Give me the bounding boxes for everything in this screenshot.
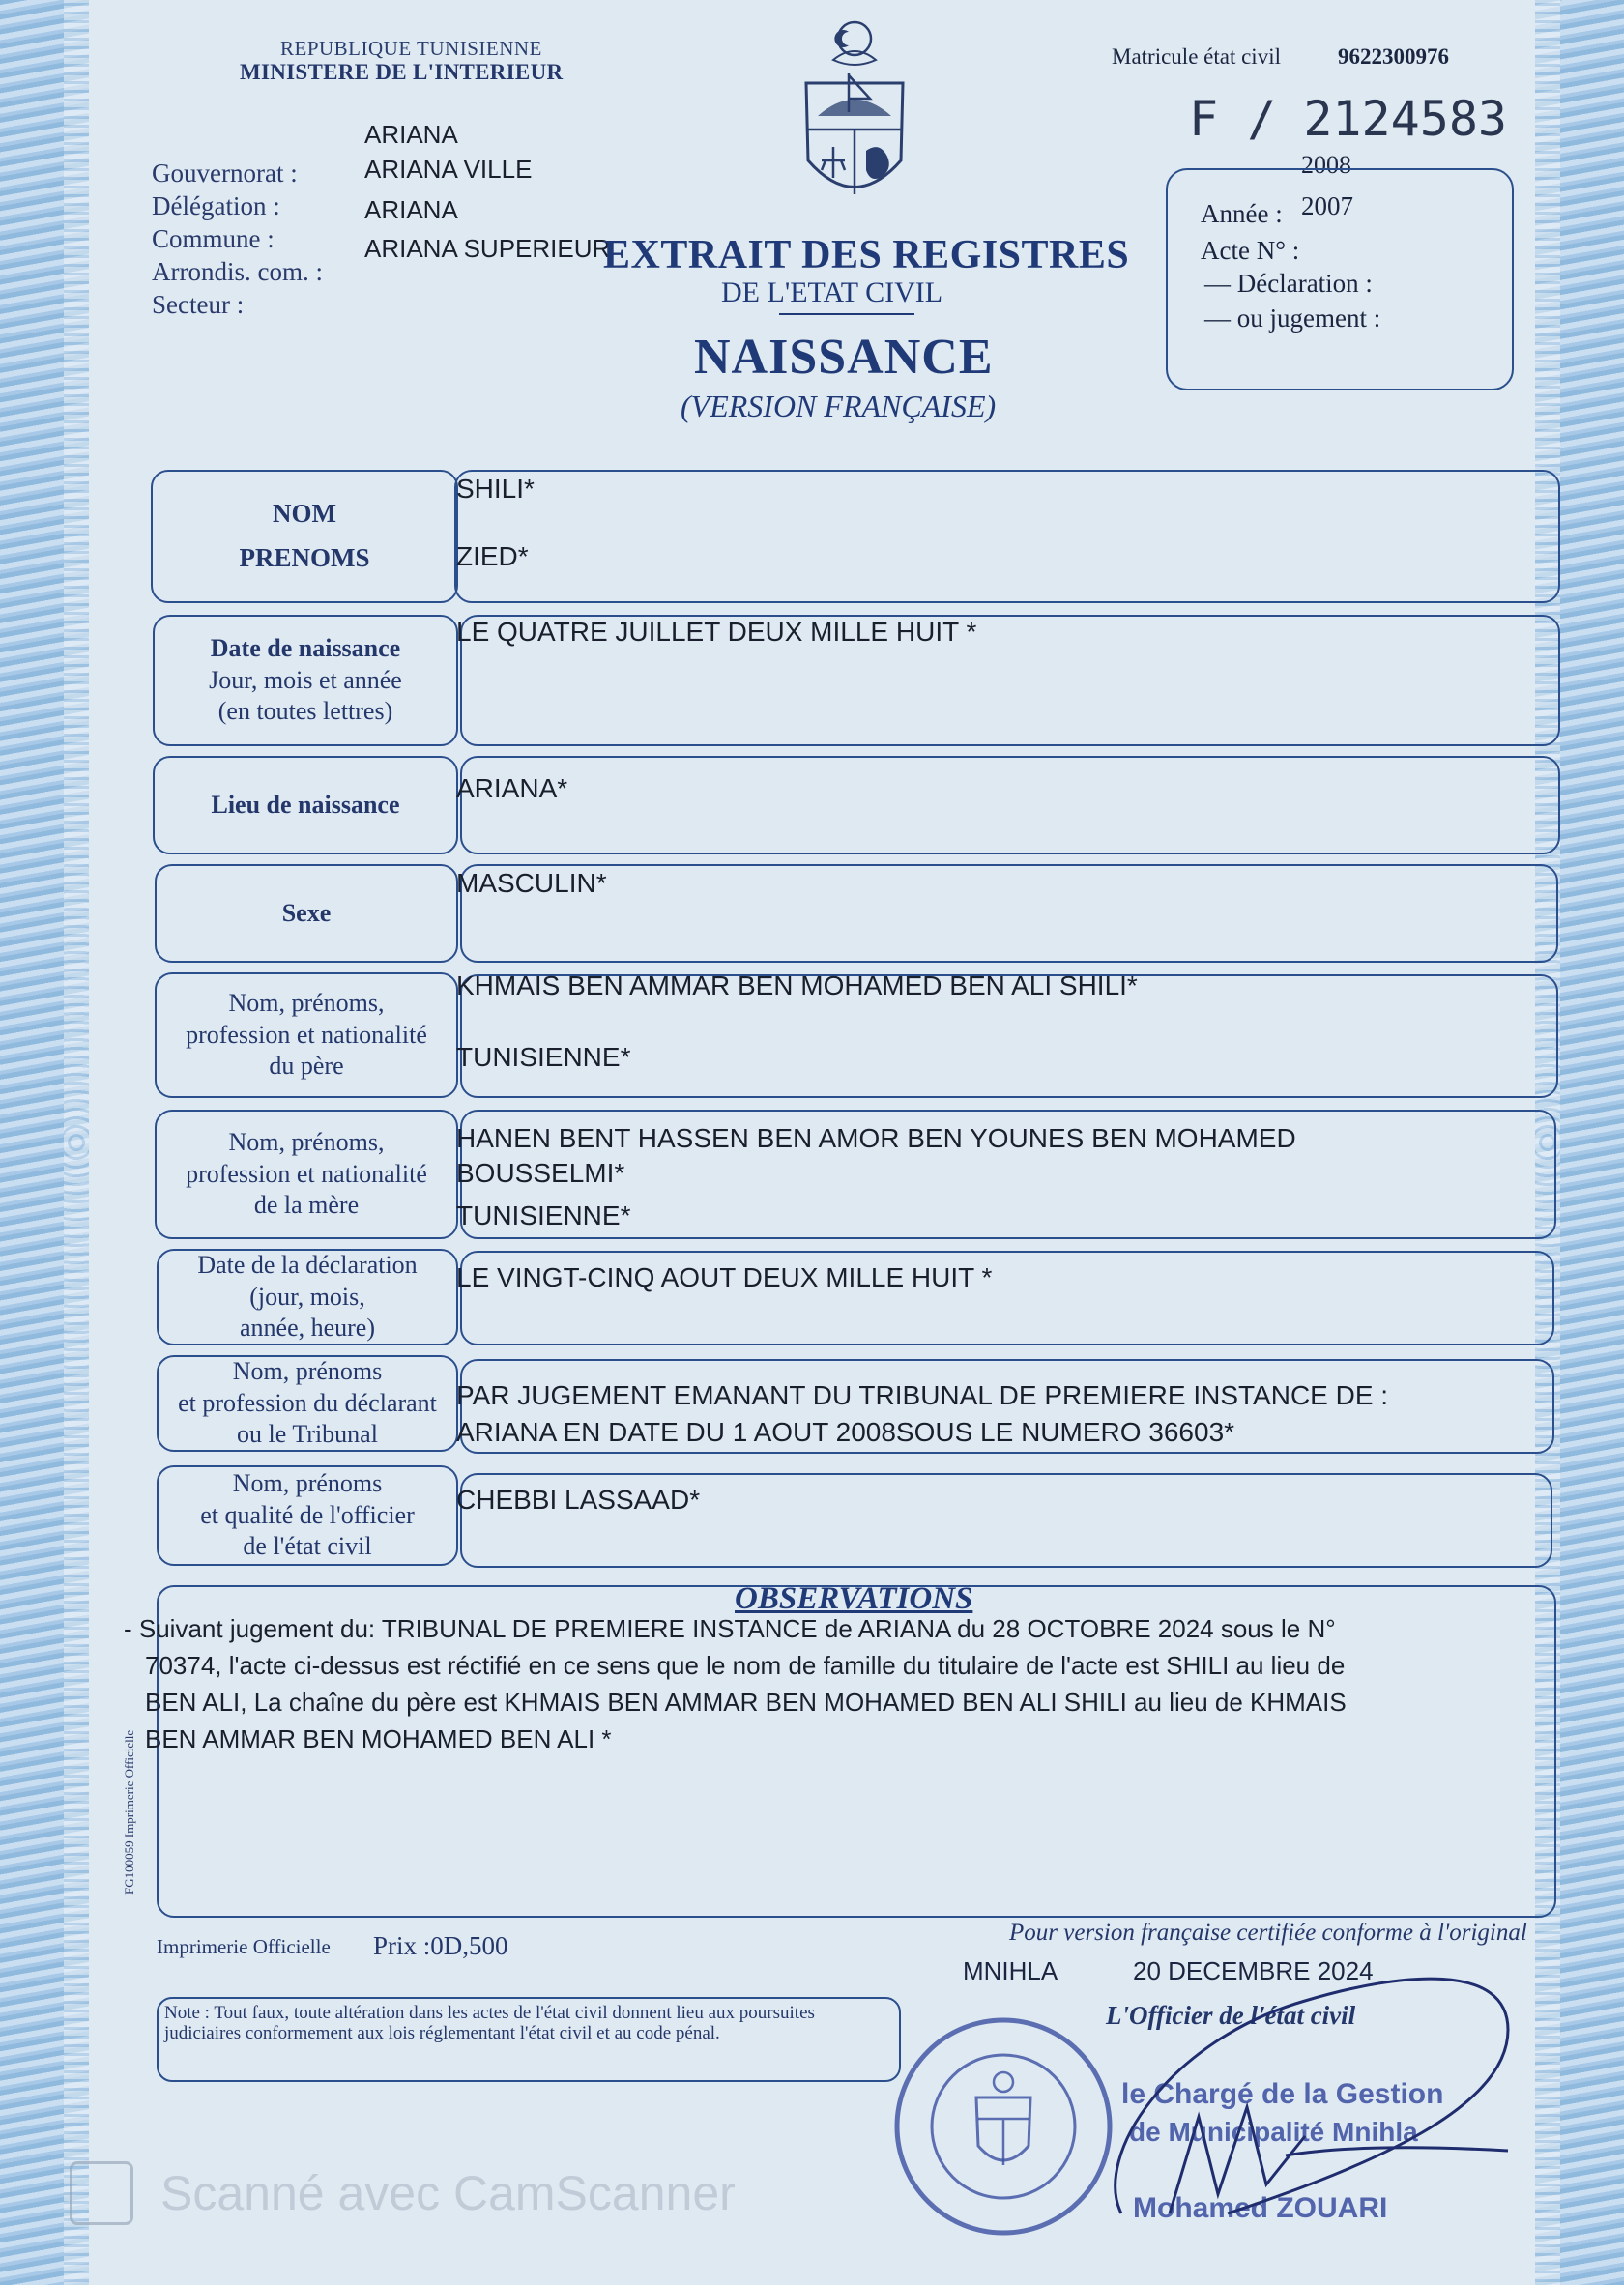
mere-name-value: HANEN BENT HASSEN BEN AMOR BEN YOUNES BEN MOHAMED bbox=[456, 1123, 1296, 1153]
nom-prenoms-label-cell bbox=[151, 470, 458, 603]
gouvernorat-value: ARIANA VILLE bbox=[364, 155, 533, 184]
date-naissance-sublabel: Jour, mois et année bbox=[209, 665, 402, 694]
pere-label-2: profession et nationalité bbox=[186, 1020, 427, 1049]
observations-line-4: BEN AMMAR BEN MOHAMED BEN ALI * bbox=[145, 1724, 612, 1753]
acte-label: Acte N° : bbox=[1201, 236, 1300, 265]
lieu-naissance-label-cell bbox=[153, 756, 458, 854]
matricule-value: 9622300976 bbox=[1338, 44, 1449, 69]
handwritten-year: 2008 bbox=[1301, 151, 1351, 179]
imprimerie-label: Imprimerie Officielle bbox=[157, 1935, 331, 1958]
commune-value: ARIANA SUPERIEUR bbox=[364, 234, 611, 263]
prenoms-value: ZIED* bbox=[456, 541, 529, 571]
mere-label-1: Nom, prénoms, bbox=[228, 1128, 385, 1157]
gouvernorat-label: Gouvernorat : bbox=[152, 159, 298, 188]
pere-label-cell bbox=[155, 972, 458, 1098]
coat-of-arms-icon bbox=[789, 15, 920, 218]
pere-nationality-value: TUNISIENNE* bbox=[456, 1042, 631, 1072]
declarant-label-cell bbox=[157, 1355, 458, 1452]
stamp-line-2: de Municipalité Mnihla bbox=[1129, 2117, 1418, 2147]
title-divider bbox=[779, 313, 914, 315]
date-naissance-note: (en toutes lettres) bbox=[218, 697, 393, 726]
mere-name-value-2: BOUSSELMI* bbox=[456, 1158, 625, 1188]
lieu-naissance-label: Lieu de naissance bbox=[211, 790, 400, 819]
date-naissance-label: Date de naissance bbox=[210, 634, 401, 663]
issue-date: 20 DECEMBRE 2024 bbox=[1133, 1956, 1374, 1985]
annee-label: Année : bbox=[1201, 199, 1283, 228]
issue-city: MNIHLA bbox=[963, 1956, 1058, 1985]
officier-label-cell bbox=[157, 1465, 458, 1566]
officier-label-3: de l'état civil bbox=[243, 1532, 372, 1561]
printer-reference: FG100059 Imprimerie Officielle bbox=[122, 1729, 136, 1895]
declarant-value-2: ARIANA EN DATE DU 1 AOUT 2008SOUS LE NUMERO 36603* bbox=[456, 1417, 1235, 1447]
mere-label-cell bbox=[155, 1110, 458, 1239]
declaration-label-cell bbox=[157, 1249, 458, 1345]
note-text: Note : Tout faux, toute altération dans les actes de l'état civil donnent lieu aux poursuites judiciaires conformement aux lois réglementant l'état civil et au code pénal. bbox=[164, 2003, 815, 2044]
nom-label: NOM bbox=[273, 499, 336, 529]
arrondissement-label: Arrondis. com. : bbox=[152, 257, 323, 286]
declaration-date-label-1: Date de la déclaration bbox=[197, 1251, 418, 1280]
officier-signature-label: L'Officier de l'état civil bbox=[1106, 2001, 1356, 2030]
title-version: (VERSION FRANÇAISE) bbox=[681, 389, 997, 423]
mere-label-2: profession et nationalité bbox=[186, 1159, 427, 1188]
title-extrait: EXTRAIT DES REGISTRES bbox=[603, 233, 1130, 277]
prix-label: Prix :0D,500 bbox=[373, 1931, 508, 1960]
nom-prenoms-value-cell bbox=[454, 470, 1560, 603]
matricule-label: Matricule état civil bbox=[1112, 44, 1281, 69]
form-number-value: 2124583 bbox=[1303, 91, 1508, 147]
observations-title: OBSERVATIONS bbox=[735, 1581, 973, 1616]
officier-value: CHEBBI LASSAAD* bbox=[456, 1485, 701, 1515]
sexe-label: Sexe bbox=[281, 898, 332, 927]
pere-name-value: KHMAIS BEN AMMAR BEN MOHAMED BEN ALI SHILI* bbox=[456, 970, 1138, 1000]
declarant-value-1: PAR JUGEMENT EMANANT DU TRIBUNAL DE PREMIERE INSTANCE DE : bbox=[456, 1380, 1389, 1410]
pere-label-1: Nom, prénoms, bbox=[228, 989, 385, 1018]
declaration-date-label-2: (jour, mois, bbox=[249, 1282, 365, 1311]
jugement-label: — ou jugement : bbox=[1204, 304, 1381, 333]
handwritten-signature-icon bbox=[1054, 1923, 1556, 2242]
lieu-naissance-value: ARIANA* bbox=[456, 773, 568, 803]
date-naissance-value: LE QUATRE JUILLET DEUX MILLE HUIT * bbox=[456, 617, 977, 647]
title-naissance: NAISSANCE bbox=[694, 330, 994, 385]
form-prefix: F / bbox=[1189, 91, 1277, 147]
stamp-line-1: le Chargé de la Gestion bbox=[1121, 2078, 1444, 2110]
declaration-date-value: LE VINGT-CINQ AOUT DEUX MILLE HUIT * bbox=[456, 1262, 993, 1292]
commune-label: Commune : bbox=[152, 224, 275, 253]
observations-line-1: - Suivant jugement du: TRIBUNAL DE PREMIERE INSTANCE de ARIANA du 28 OCTOBRE 2024 sous le N° bbox=[124, 1614, 1336, 1643]
form-number bbox=[1189, 91, 1507, 147]
date-naissance-label-cell bbox=[153, 615, 458, 746]
ministere-heading: MINISTERE DE L'INTERIEUR bbox=[240, 60, 564, 84]
officier-label-1: Nom, prénoms bbox=[232, 1469, 383, 1498]
secteur-label: Secteur : bbox=[152, 290, 245, 319]
mere-label-3: de la mère bbox=[253, 1191, 360, 1220]
delegation-label: Délégation : bbox=[152, 191, 280, 220]
sexe-label-cell bbox=[155, 864, 458, 963]
declarant-label-3: ou le Tribunal bbox=[237, 1420, 378, 1449]
sexe-value-cell bbox=[460, 864, 1558, 963]
title-etat-civil: DE L'ETAT CIVIL bbox=[721, 276, 943, 308]
nom-value: SHILI* bbox=[456, 474, 535, 504]
pere-label-3: du père bbox=[269, 1052, 344, 1081]
declaration-date-label-3: année, heure) bbox=[239, 1314, 376, 1343]
certification-text: Pour version française certifiée conforme à l'original bbox=[1009, 1920, 1527, 1946]
officier-label-2: et qualité de l'officier bbox=[200, 1500, 415, 1529]
mere-nationality-value: TUNISIENNE* bbox=[456, 1200, 631, 1230]
observations-line-2: 70374, l'acte ci-dessus est réctifié en ce sens que le nom de famille du titulaire de l'acte est SHILI au lieu de bbox=[145, 1651, 1346, 1680]
declarant-label-2: et profession du déclarant bbox=[178, 1388, 437, 1417]
declaration-label: — Déclaration : bbox=[1204, 269, 1373, 298]
delegation-value: ARIANA bbox=[364, 195, 458, 224]
lieu-naissance-value-cell bbox=[460, 756, 1560, 854]
admin-top-value: ARIANA bbox=[364, 120, 458, 149]
sexe-value: MASCULIN* bbox=[456, 868, 607, 898]
camscanner-logo-icon bbox=[70, 2161, 133, 2225]
camscanner-watermark: Scanné avec CamScanner bbox=[160, 2166, 736, 2220]
prenoms-label: PRENOMS bbox=[239, 543, 370, 572]
declarant-label-1: Nom, prénoms bbox=[232, 1357, 383, 1386]
republique-heading: REPUBLIQUE TUNISIENNE bbox=[280, 37, 542, 60]
observations-line-3: BEN ALI, La chaîne du père est KHMAIS BEN AMMAR BEN MOHAMED BEN ALI SHILI au lieu de KHMAIS bbox=[145, 1688, 1347, 1717]
annee-value: 2007 bbox=[1301, 191, 1353, 220]
stamp-line-3: Mohamed ZOUARI bbox=[1133, 2192, 1388, 2224]
